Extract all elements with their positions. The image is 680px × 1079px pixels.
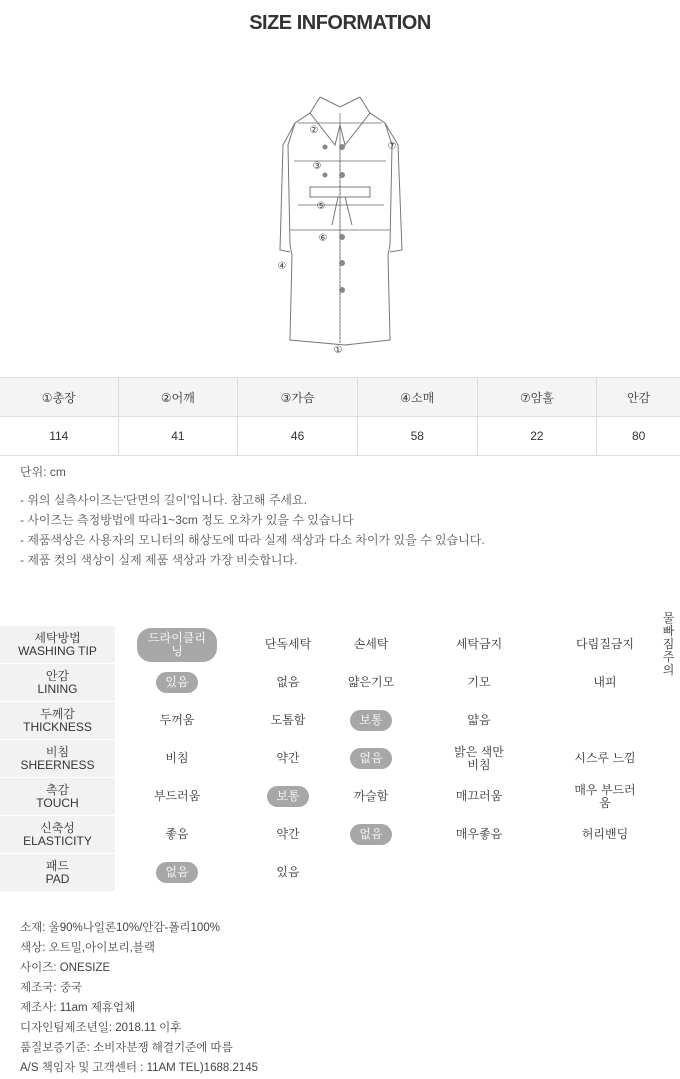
property-option-cell — [115, 816, 239, 853]
property-option-cell — [657, 664, 680, 701]
marker-6: ⑥ — [318, 233, 328, 244]
property-option-cell — [405, 778, 553, 815]
property-label-en: PAD — [45, 871, 70, 886]
property-option-cell — [553, 626, 657, 663]
property-option-selected: 보통 — [350, 710, 391, 731]
info-line: 소재: 울90%나일론10%/안감-폴리100% — [20, 922, 220, 934]
property-option: 두꺼움 — [159, 713, 195, 727]
property-option: 시스루 느낌 — [574, 751, 636, 765]
property-option-cell — [553, 854, 657, 891]
property-option: 밝은 색만 비침 — [454, 744, 504, 772]
property-row — [0, 778, 680, 815]
property-row — [0, 740, 680, 777]
property-option-cell — [405, 664, 553, 701]
product-properties-table — [0, 611, 680, 892]
property-option-cell — [337, 664, 405, 701]
property-option-cell — [657, 816, 680, 853]
note-line: - 위의 실측사이즈는'단면의 길이'입니다. 참고해 주세요. — [20, 493, 307, 507]
property-option-selected: 드라이클리닝 — [137, 628, 217, 662]
property-option: 없음 — [276, 675, 300, 689]
property-row — [0, 702, 680, 739]
size-value: 80 — [597, 417, 680, 456]
property-option-cell — [239, 626, 337, 663]
property-label-en: THICKNESS — [23, 719, 92, 734]
property-option-cell — [553, 702, 657, 739]
property-label-ko: 패드 — [45, 858, 70, 873]
property-label-ko: 비침 — [45, 744, 70, 759]
property-option: 세탁금지 — [455, 637, 503, 651]
property-option: 얇음 — [467, 713, 491, 727]
property-option-cell — [115, 854, 239, 891]
marker-5: ⑤ — [316, 201, 326, 212]
property-option-cell — [115, 626, 239, 663]
size-value: 114 — [0, 417, 118, 456]
info-line: 제조사: 11am 제휴업체 — [20, 1002, 136, 1014]
property-option: 매우좋음 — [455, 827, 503, 841]
property-option-selected: 없음 — [156, 862, 197, 883]
property-option-cell — [553, 778, 657, 815]
property-option-cell — [657, 854, 680, 891]
property-option-cell — [657, 778, 680, 815]
property-label — [0, 778, 115, 815]
size-header: ③가슴 — [238, 378, 358, 417]
property-label-ko: 두께감 — [40, 706, 75, 721]
property-label-en: WASHING TIP — [18, 643, 97, 658]
property-option-cell — [405, 854, 553, 891]
property-label — [0, 626, 115, 663]
property-label — [0, 702, 115, 739]
property-option-cell — [337, 702, 405, 739]
size-table — [0, 377, 680, 456]
note-line: - 사이즈는 측정방법에 따라1~3cm 정도 오차가 있을 수 있습니다 — [20, 513, 354, 527]
property-option-selected: 없음 — [350, 824, 391, 845]
property-option-cell — [337, 626, 405, 663]
property-option: 약간 — [276, 751, 300, 765]
property-option-cell — [337, 816, 405, 853]
property-option-selected: 없음 — [350, 748, 391, 769]
property-option: 매끄러움 — [455, 789, 503, 803]
property-option: 다림질금지 — [576, 637, 634, 651]
property-option-cell — [115, 664, 239, 701]
page-title: SIZE INFORMATION — [249, 12, 431, 34]
note-line: - 제품 컷의 색상이 실제 제품 색상과 가장 비슷합니다. — [20, 553, 298, 567]
property-option-cell — [239, 664, 337, 701]
marker-4: ④ — [277, 261, 287, 272]
property-option-cell — [553, 816, 657, 853]
note-line: - 제품색상은 사용자의 모니터의 해상도에 따라 실제 색상과 다소 차이가 있을 수 있습니다. — [20, 533, 485, 547]
property-option-cell — [239, 854, 337, 891]
info-line: A/S 책임자 및 고객센터 : 11AM TEL)1688.2145 — [20, 1062, 259, 1074]
property-option-cell — [239, 816, 337, 853]
property-option-cell — [553, 740, 657, 777]
info-line: 품질보증기준: 소비자분쟁 해결기준에 따름 — [20, 1042, 233, 1054]
property-label-ko: 안감 — [45, 668, 70, 683]
property-row — [0, 816, 680, 853]
property-label-ko: 세탁방법 — [34, 630, 81, 645]
property-option-cell — [337, 740, 405, 777]
product-info — [20, 918, 258, 1078]
property-option: 까슬함 — [353, 789, 389, 803]
property-label-ko: 신축성 — [40, 820, 75, 835]
property-row — [0, 664, 680, 701]
property-label-ko: 촉감 — [45, 782, 70, 797]
size-value: 46 — [238, 417, 358, 456]
marker-7: ⑦ — [387, 141, 397, 152]
property-option: 약간 — [276, 827, 300, 841]
property-option: 비침 — [165, 751, 189, 765]
size-value: 22 — [477, 417, 597, 456]
size-header: 안감 — [597, 378, 680, 417]
property-option-cell — [115, 702, 239, 739]
size-header: ⑦암홀 — [477, 378, 597, 417]
marker-1: ① — [333, 345, 343, 356]
property-option: 얇은기모 — [347, 675, 395, 689]
property-option-cell — [239, 740, 337, 777]
property-option: 기모 — [467, 675, 491, 689]
property-label — [0, 816, 115, 853]
property-option-cell — [337, 854, 405, 891]
property-row — [0, 854, 680, 891]
property-label-en: TOUCH — [36, 795, 79, 810]
property-option-cell — [239, 702, 337, 739]
property-option: 있음 — [276, 865, 300, 879]
property-option-cell — [405, 702, 553, 739]
property-option-cell — [337, 778, 405, 815]
marker-2: ② — [309, 125, 319, 136]
property-option: 부드러움 — [153, 789, 201, 803]
property-label-en: ELASTICITY — [23, 833, 92, 848]
property-option: 단독세탁 — [264, 637, 312, 651]
property-option-cell — [115, 778, 239, 815]
property-option-cell — [115, 740, 239, 777]
unit-label: 단위: cm — [20, 465, 66, 479]
property-option: 허리밴딩 — [581, 827, 629, 841]
property-label — [0, 740, 115, 777]
property-label — [0, 854, 115, 891]
property-option-selected: 보통 — [267, 786, 308, 807]
property-option-cell — [553, 664, 657, 701]
size-value: 58 — [357, 417, 477, 456]
property-label-en: SHEERNESS — [20, 757, 95, 772]
property-option-selected: 있음 — [156, 672, 197, 693]
coat-size-diagram — [250, 85, 430, 365]
size-header: ①총장 — [0, 378, 118, 417]
size-notes — [20, 490, 485, 570]
property-option: 매우 부드러움 — [574, 782, 636, 810]
property-option-cell — [657, 611, 680, 677]
info-line: 디자인팀제조년일: 2018.11 이후 — [20, 1022, 182, 1034]
property-label — [0, 664, 115, 701]
size-header: ④소매 — [357, 378, 477, 417]
property-option-cell — [405, 816, 553, 853]
property-option: 손세탁 — [353, 637, 389, 651]
property-option-cell — [657, 702, 680, 739]
property-option-cell — [239, 778, 337, 815]
size-value: 41 — [118, 417, 238, 456]
property-option: 좋음 — [165, 827, 189, 841]
info-line: 색상: 오트밀,아이보리,블랙 — [20, 942, 155, 954]
info-line: 사이즈: ONESIZE — [20, 962, 111, 974]
marker-3: ③ — [312, 161, 322, 172]
info-line: 제조국: 중국 — [20, 982, 82, 994]
property-option-cell — [405, 740, 553, 777]
property-option-cell — [657, 740, 680, 777]
property-label-en: LINING — [37, 681, 78, 696]
property-option: 물빠짐주의 — [662, 611, 675, 677]
property-option: 내피 — [593, 675, 617, 689]
size-header: ②어깨 — [118, 378, 238, 417]
property-option-cell — [405, 626, 553, 663]
property-option: 도톰함 — [270, 713, 306, 727]
